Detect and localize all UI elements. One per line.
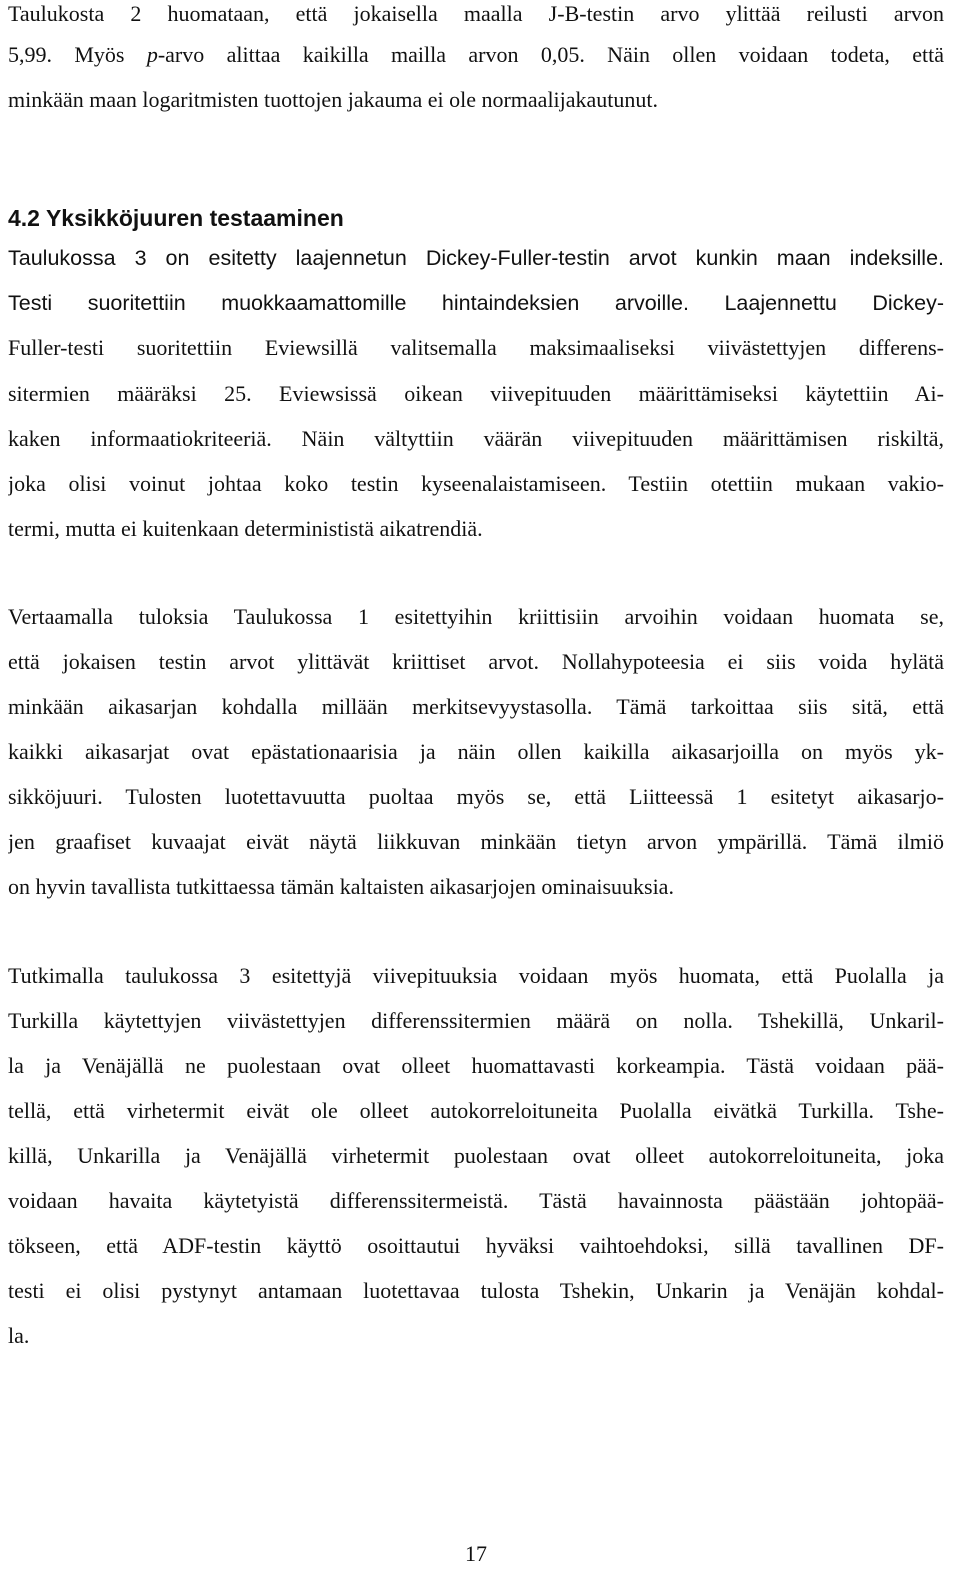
text-run: 5,99. Myös [8, 42, 147, 67]
text-run-italic: p [146, 42, 158, 67]
paragraph-line: kaken informaatiokriteeriä. Näin vältyttiin väärän viivepituuden määrittämisen riskiltä, [8, 426, 944, 451]
page-number: 17 [465, 1541, 487, 1566]
paragraph-line: Tutkimalla taulukossa 3 esitettyjä viivepituuksia voidaan myös huomata, että Puolalla ja [8, 963, 944, 988]
paragraph-line: Fuller-testi suoritettiin Eviewsillä valitsemalla maksimaaliseksi viivästettyjen differens- [8, 335, 944, 360]
paragraph-line: sitermien määräksi 25. Eviewsissä oikean viivepituuden määrittämiseksi käytettiin Ai- [8, 381, 944, 406]
paragraph-line: minkään maan logaritmisten tuottojen jakauma ei ole normaalijakautunut. [8, 87, 659, 112]
paragraph-line: tellä, että virhetermit eivät ole olleet autokorreloituneita Puolalla eivätkä Turkilla. Tshe- [8, 1098, 944, 1123]
paragraph-line: Taulukossa 3 on esitetty laajennetun Dickey-Fuller-testin arvot kunkin maan indeksille. [8, 246, 944, 270]
paragraph-line: että jokaisen testin arvot ylittävät kriittiset arvot. Nollahypoteesia ei siis voida hylätä [8, 649, 944, 674]
paragraph-line: testi ei olisi pystynyt antamaan luotettavaa tulosta Tshekin, Unkarin ja Venäjän kohdal- [8, 1278, 944, 1303]
paragraph-line: jen graafiset kuvaajat eivät näytä liikkuvan minkään tietyn arvon ympärillä. Tämä ilmiö [8, 829, 944, 854]
paragraph-line: la ja Venäjällä ne puolestaan ovat olleet huomattavasti korkeampia. Tästä voidaan pää- [8, 1053, 944, 1078]
paragraph-line: voidaan havaita käytetyistä differenssitermeistä. Tästä havainnosta päästään johtopää- [8, 1188, 944, 1213]
paragraph-line: termi, mutta ei kuitenkaan determinististä aikatrendiä. [8, 516, 483, 541]
paragraph-line: Taulukosta 2 huomataan, että jokaisella maalla J-B-testin arvo ylittää reilusti arvon [8, 1, 944, 26]
paragraph-line: la. [8, 1323, 30, 1348]
paragraph-line: Testi suoritettiin muokkaamattomille hintaindeksien arvoille. Laajennettu Dickey- [8, 291, 944, 315]
section-heading: 4.2 Yksikköjuuren testaaminen [8, 205, 344, 231]
paragraph-line: joka olisi voinut johtaa koko testin kyseenalaistamiseen. Testiin otettiin mukaan vakio- [8, 471, 944, 496]
paragraph-line [8, 41, 944, 69]
paragraph-line: Vertaamalla tuloksia Taulukossa 1 esitettyihin kriittisiin arvoihin voidaan huomata se, [8, 604, 944, 629]
paragraph-line: killä, Unkarilla ja Venäjällä virhetermit puolestaan ovat olleet autokorreloituneita, joka [8, 1143, 944, 1168]
text-run: -arvo alittaa kaikilla mailla arvon 0,05. Näin ollen voidaan todeta, että [157, 42, 944, 67]
paragraph-line: sikköjuuri. Tulosten luotettavuutta puoltaa myös se, että Liitteessä 1 esitetyt aikasarjo- [8, 784, 944, 809]
paragraph-line: on hyvin tavallista tutkittaessa tämän kaltaisten aikasarjojen ominaisuuksia. [8, 874, 674, 899]
paragraph-line: minkään aikasarjan kohdalla millään merkitsevyystasolla. Tämä tarkoittaa siis sitä, että [8, 694, 944, 719]
paragraph-line: tökseen, että ADF-testin käyttö osoittautui hyväksi vaihtoehdoksi, sillä tavallinen DF- [8, 1233, 944, 1258]
paragraph-line: kaikki aikasarjat ovat epästationaarisia ja näin ollen kaikilla aikasarjoilla on myös yk- [8, 739, 944, 764]
paragraph-line: Turkilla käytettyjen viivästettyjen differenssitermien määrä on nolla. Tshekillä, Unkaril- [8, 1008, 944, 1033]
